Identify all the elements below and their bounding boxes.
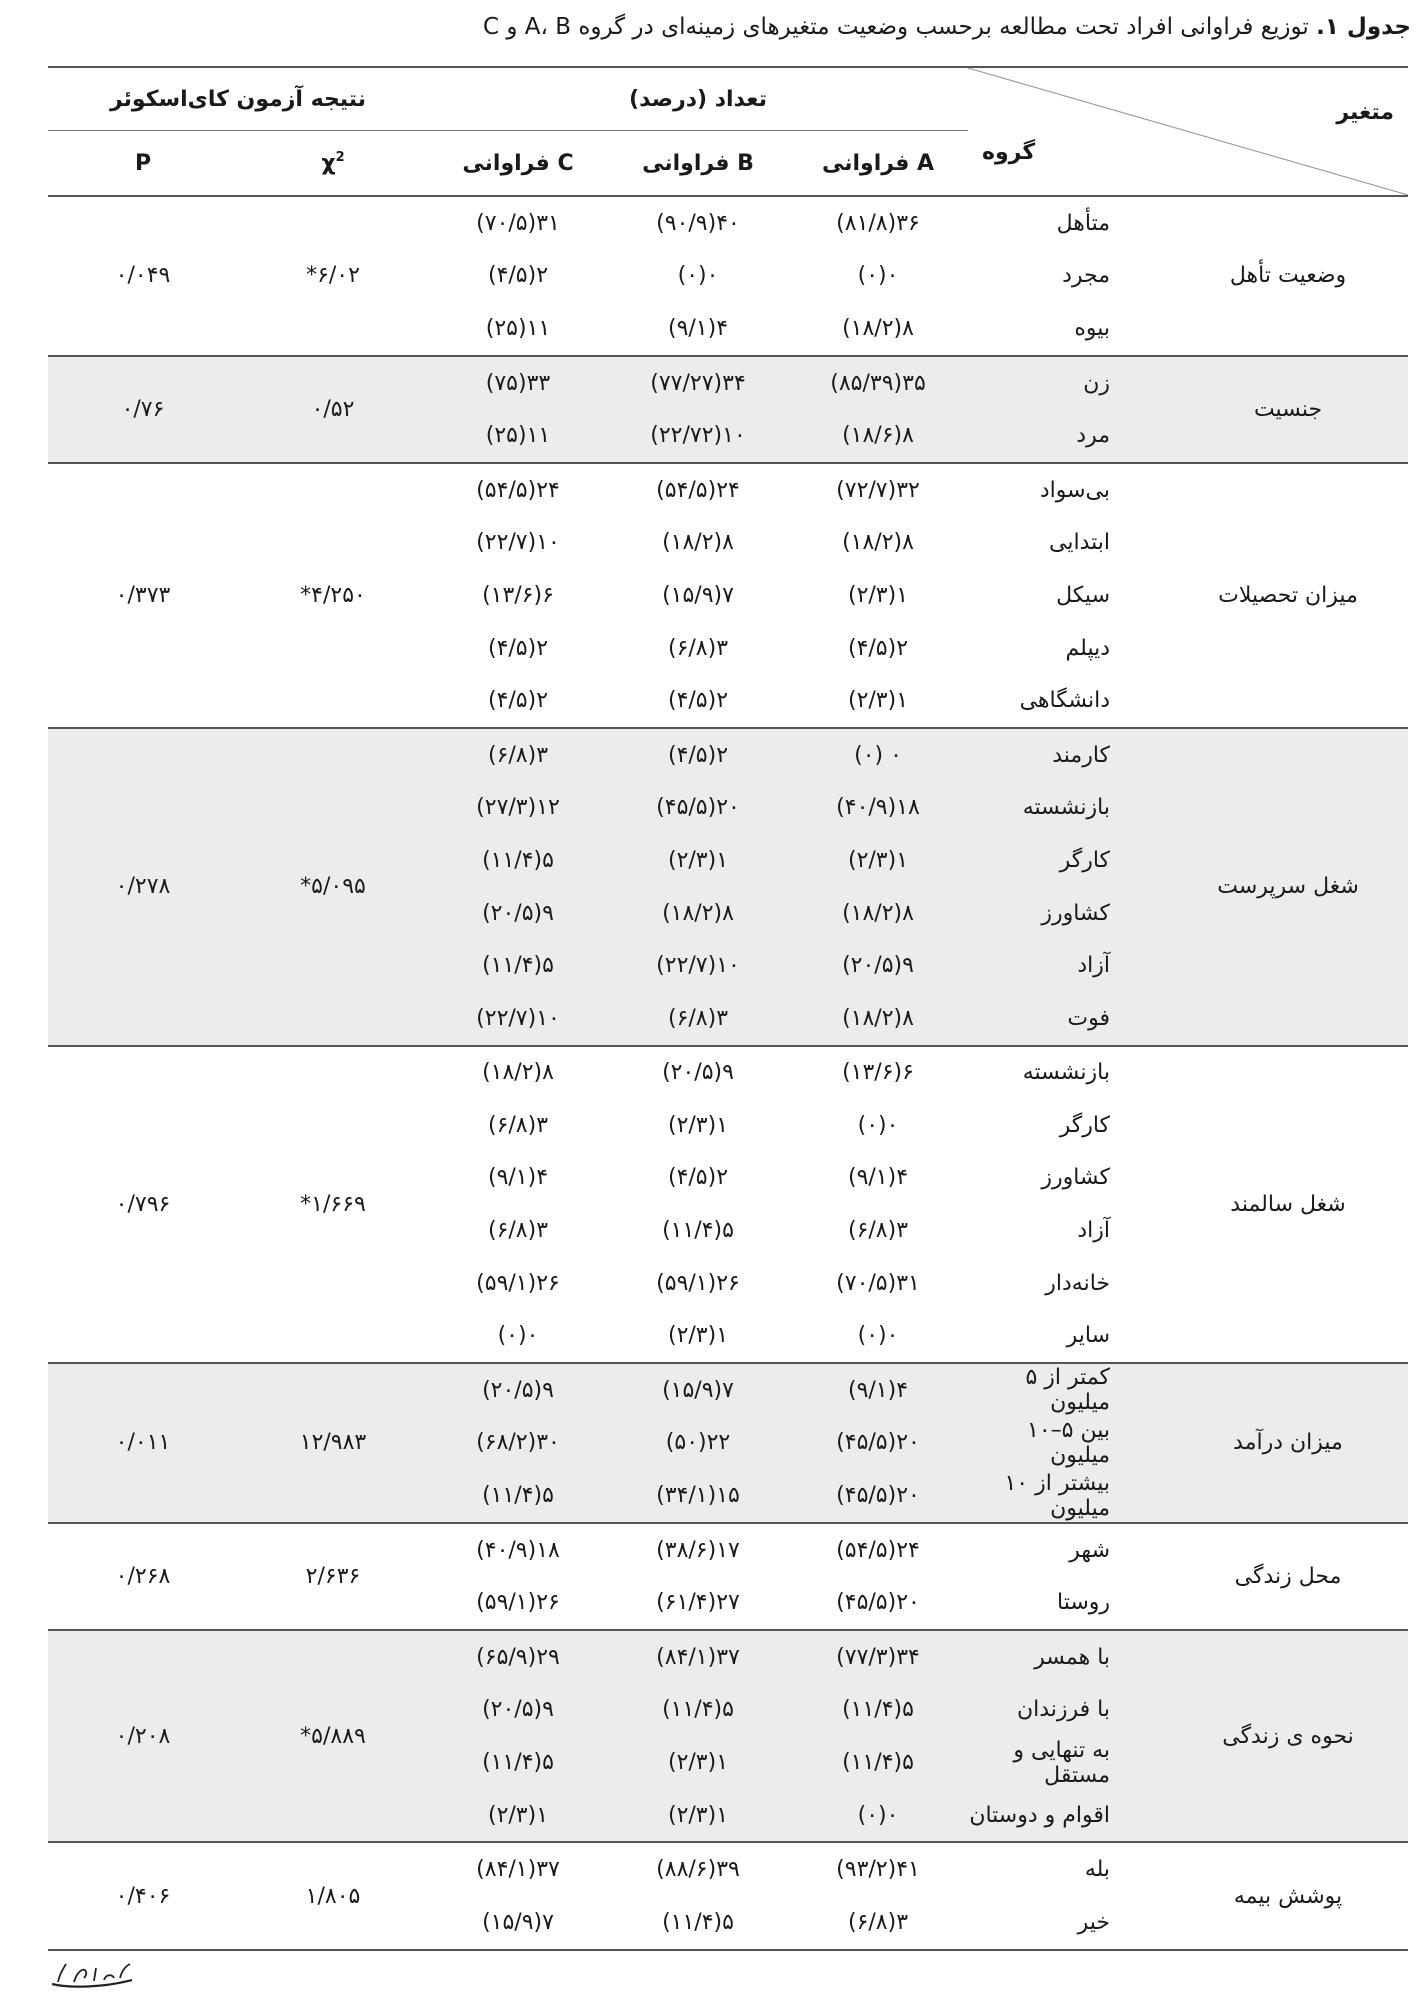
p-value-cell: ۰/۴۰۶: [115, 1883, 171, 1909]
freq-a-cell: ۸(۱۸/۶): [788, 409, 968, 463]
freq-a-cell: ۰(۰): [857, 1112, 899, 1138]
category-cell: شهر: [1069, 1537, 1111, 1563]
variable-name-cell: شغل سرپرست: [1168, 728, 1408, 1046]
category-cell: آزاد: [1077, 1218, 1111, 1244]
chi2-value-cell: ۲/۶۳۶: [305, 1563, 361, 1589]
freq-a-cell: ۲۴(۵۴/۵): [836, 1537, 920, 1563]
freq-c-cell: ۹(۲۰/۵): [428, 1363, 608, 1417]
category-cell: بیشتر از ۱۰ میلیون: [968, 1469, 1168, 1523]
table-row: [48, 1363, 1408, 1417]
category-cell: روستا: [1056, 1590, 1111, 1616]
category-cell: بازنشسته: [968, 782, 1168, 835]
freq-c-cell: ۲۶(۵۹/۱): [476, 1270, 560, 1296]
freq-b-cell: ۱(۲/۳): [667, 1323, 729, 1349]
chi2-value-cell: ۵/۸۸۹*: [238, 1630, 428, 1842]
freq-a-cell: ۳۵(۸۵/۳۹): [788, 356, 968, 410]
freq-b-cell: ۱(۲/۳): [608, 1736, 788, 1789]
variable-group: [48, 463, 1408, 728]
category-cell: کمتر از ۵ میلیون: [968, 1363, 1168, 1417]
caption-label: جدول ۱.: [1316, 14, 1411, 40]
p-value-cell: ۰/۰۱۱: [48, 1363, 238, 1523]
freq-c-cell: ۱۰(۲۲/۷): [428, 992, 608, 1046]
variable-name-cell: وضعیت تأهل: [1229, 263, 1347, 289]
freq-a-cell: ۰(۰): [857, 263, 899, 289]
freq-a-cell: ۶(۱۳/۶): [842, 1060, 914, 1086]
freq-a-cell: ۸(۱۸/۲): [788, 887, 968, 940]
freq-a-cell: ۳۴(۷۷/۳): [788, 1630, 968, 1684]
category-cell: فوت: [968, 992, 1168, 1046]
freq-a-cell: ۳۲(۷۲/۷): [836, 477, 920, 503]
category-cell: بیوه: [1074, 315, 1111, 341]
freq-a-cell: ۲۰(۴۵/۵): [788, 1417, 968, 1470]
freq-c-cell: ۵(۱۱/۴): [428, 939, 608, 992]
freq-a-cell: ۲۰(۴۵/۵): [788, 1469, 968, 1523]
category-cell: آزاد: [968, 939, 1168, 992]
freq-c-cell: ۳(۶/۸): [487, 1112, 549, 1138]
category-cell: کارگر: [1059, 1112, 1111, 1138]
header-chi2: [238, 131, 428, 197]
category-cell: به تنهایی و مستقل: [968, 1736, 1168, 1789]
variable-group: [48, 1842, 1408, 1949]
freq-c-cell: ۳۰(۶۸/۲): [428, 1417, 608, 1470]
chi2-value-cell: ۱/۸۰۵: [305, 1883, 361, 1909]
category-cell: ابتدایی: [1049, 530, 1111, 556]
freq-c-cell: ۵(۱۱/۴): [428, 1469, 608, 1523]
freq-c-cell: ۱۸(۴۰/۹): [476, 1537, 560, 1563]
category-cell: خانه‌دار: [1045, 1270, 1111, 1296]
table-row: [48, 196, 1408, 250]
p-value-cell: ۰/۰۴۹: [115, 263, 171, 289]
chi2-symbol: χ: [321, 151, 336, 176]
variable-name-cell: جنسیت: [1168, 356, 1408, 463]
caption-text: توزیع فراوانی افراد تحت مطالعه برحسب وضعیت متغیرهای زمینه‌ای در گروه A، B و C: [482, 14, 1309, 40]
variable-group: [48, 1046, 1408, 1364]
freq-a-cell: ۰(۰): [857, 1323, 899, 1349]
freq-c-cell: ۲۴(۵۴/۵): [476, 477, 560, 503]
freq-c-cell: ۱۰(۲۲/۷): [476, 530, 560, 556]
category-cell: متأهل: [1056, 210, 1111, 236]
category-cell: دیپلم: [1065, 635, 1111, 661]
category-cell: با همسر: [968, 1630, 1168, 1684]
freq-a-cell: ۰(۰): [788, 1789, 968, 1843]
category-cell: کشاورز: [968, 887, 1168, 940]
freq-b-cell: ۱۷(۳۸/۶): [656, 1537, 740, 1563]
table-row: [48, 728, 1408, 782]
freq-b-cell: ۵(۱۱/۴): [662, 1218, 734, 1244]
freq-c-cell: ۸(۱۸/۲): [482, 1060, 554, 1086]
category-cell: سیکل: [1056, 582, 1111, 608]
freq-b-cell: ۳۴(۷۷/۲۷): [608, 356, 788, 410]
freq-b-cell: ۲۴(۵۴/۵): [656, 477, 740, 503]
freq-c-cell: ۱۲(۲۷/۳): [428, 782, 608, 835]
freq-a-cell: ۹(۲۰/۵): [788, 939, 968, 992]
freq-b-cell: ۷(۱۵/۹): [608, 1363, 788, 1417]
freq-b-cell: ۴(۹/۱): [667, 315, 729, 341]
header-freq-a: A فراوانی: [788, 131, 968, 197]
logo-calligraphy-icon: [48, 1958, 138, 1992]
table-row: [48, 1523, 1408, 1577]
category-cell: کشاورز: [1041, 1165, 1111, 1191]
freq-c-cell: ۷(۱۵/۹): [482, 1909, 554, 1935]
category-cell: بله: [1084, 1857, 1111, 1883]
freq-a-cell: ۳۱(۷۰/۵): [836, 1270, 920, 1296]
freq-b-cell: ۲(۴/۵): [667, 1165, 729, 1191]
freq-a-cell: ۳(۶/۸): [847, 1909, 909, 1935]
freq-a-cell: ۵(۱۱/۴): [788, 1736, 968, 1789]
freq-b-cell: ۱۵(۳۴/۱): [608, 1469, 788, 1523]
header-group: گروه: [982, 140, 1036, 165]
freq-b-cell: ۲۶(۵۹/۱): [656, 1270, 740, 1296]
freq-a-cell: ۸(۱۸/۲): [788, 992, 968, 1046]
variable-name-cell: میزان درآمد: [1168, 1363, 1408, 1523]
p-value-cell: ۰/۲۶۸: [115, 1563, 171, 1589]
header-freq-b: B فراوانی: [608, 131, 788, 197]
freq-b-cell: ۳۷(۸۴/۱): [608, 1630, 788, 1684]
p-value-cell: ۰/۷۶: [48, 356, 238, 463]
variable-group: [48, 1523, 1408, 1630]
variable-group: [48, 728, 1408, 1046]
freq-c-cell: ۳۱(۷۰/۵): [476, 210, 560, 236]
freq-b-cell: ۸(۱۸/۲): [608, 887, 788, 940]
freq-c-cell: ۲۹(۶۵/۹): [428, 1630, 608, 1684]
table-row: [48, 463, 1408, 517]
freq-c-cell: ۳۳(۷۵): [428, 356, 608, 410]
table-row: [48, 356, 1408, 410]
freq-b-cell: ۰(۰): [677, 263, 719, 289]
freq-c-cell: ۹(۲۰/۵): [428, 1684, 608, 1737]
freq-b-cell: ۸(۱۸/۲): [662, 530, 734, 556]
freq-a-cell: ۵(۱۱/۴): [788, 1684, 968, 1737]
chi2-value-cell: ۰/۵۲: [238, 356, 428, 463]
chi2-value-cell: ۵/۰۹۵*: [238, 728, 428, 1046]
freq-a-cell: ۱(۲/۳): [788, 834, 968, 887]
freq-c-cell: ۳۷(۸۴/۱): [476, 1857, 560, 1883]
variable-name-cell: پوشش بیمه: [1233, 1883, 1343, 1909]
freq-c-cell: ۳(۶/۸): [428, 728, 608, 782]
variable-name-cell: میزان تحصیلات: [1218, 582, 1358, 608]
freq-c-cell: ۲(۴/۵): [487, 688, 549, 714]
freq-c-cell: ۴(۹/۱): [487, 1165, 549, 1191]
freq-b-cell: ۲(۴/۵): [608, 728, 788, 782]
category-cell: مجرد: [1062, 263, 1111, 289]
variable-group: [48, 356, 1408, 463]
freq-b-cell: ۱(۲/۳): [608, 1789, 788, 1843]
category-cell: کارمند: [968, 728, 1168, 782]
header-variable: متغیر: [1336, 100, 1395, 125]
category-cell: بازنشسته: [1022, 1060, 1111, 1086]
category-cell: دانشگاهی: [1019, 688, 1111, 714]
freq-a-cell: ۳(۶/۸): [847, 1218, 909, 1244]
p-value-cell: ۰/۲۰۸: [48, 1630, 238, 1842]
freq-c-cell: ۹(۲۰/۵): [428, 887, 608, 940]
corner-header-cell: [968, 67, 1408, 196]
freq-c-cell: ۲(۴/۵): [487, 635, 549, 661]
variable-group: [48, 196, 1408, 356]
freq-b-cell: ۱(۲/۳): [667, 1112, 729, 1138]
category-cell: زن: [968, 356, 1168, 410]
category-cell: سایر: [1066, 1323, 1111, 1349]
freq-c-cell: ۱۱(۲۵): [485, 315, 551, 341]
chi2-value-cell: ۱/۶۶۹*: [300, 1191, 366, 1217]
table-caption: [16, 10, 1411, 44]
header-chi-square-result: نتیجه آزمون کای‌اسکوئر: [48, 67, 428, 131]
freq-b-cell: ۲۲(۵۰): [608, 1417, 788, 1470]
freq-c-cell: ۲(۴/۵): [487, 263, 549, 289]
freq-c-cell: ۰(۰): [497, 1323, 539, 1349]
table-row: [48, 1046, 1408, 1100]
freq-b-cell: ۵(۱۱/۴): [608, 1684, 788, 1737]
chi2-superscript: 2: [335, 150, 345, 165]
freq-a-cell: ۲۰(۴۵/۵): [836, 1590, 920, 1616]
freq-b-cell: ۷(۱۵/۹): [662, 582, 734, 608]
p-value-cell: ۰/۲۷۸: [48, 728, 238, 1046]
table-header: [48, 67, 1408, 196]
freq-b-cell: ۳(۶/۸): [608, 992, 788, 1046]
freq-b-cell: ۲۷(۶۱/۴): [656, 1590, 740, 1616]
freq-b-cell: ۱۰(۲۲/۷): [608, 939, 788, 992]
freq-b-cell: ۳۹(۸۸/۶): [656, 1857, 740, 1883]
category-cell: اقوام و دوستان: [968, 1789, 1168, 1843]
freq-a-cell: ۰ (۰): [788, 728, 968, 782]
freq-c-cell: ۱(۲/۳): [428, 1789, 608, 1843]
category-cell: بین ۵–۱۰ میلیون: [968, 1417, 1168, 1470]
freq-a-cell: ۱۸(۴۰/۹): [788, 782, 968, 835]
variable-group: [48, 1363, 1408, 1523]
freq-a-cell: ۸(۱۸/۲): [842, 530, 914, 556]
freq-a-cell: ۴۱(۹۳/۲): [836, 1857, 920, 1883]
freq-b-cell: ۹(۲۰/۵): [662, 1060, 734, 1086]
p-value-cell: ۰/۷۹۶: [115, 1191, 171, 1217]
p-value-cell: ۰/۳۷۳: [115, 582, 171, 608]
freq-b-cell: ۱۰(۲۲/۷۲): [608, 409, 788, 463]
chi2-value-cell: ۱۲/۹۸۳: [238, 1363, 428, 1523]
freq-b-cell: ۴۰(۹۰/۹): [656, 210, 740, 236]
freq-b-cell: ۲(۴/۵): [667, 688, 729, 714]
freq-a-cell: ۱(۲/۳): [847, 688, 909, 714]
header-p: P: [48, 131, 238, 197]
category-cell: بی‌سواد: [1039, 477, 1111, 503]
header-count-percent: تعداد (درصد): [428, 67, 968, 131]
freq-c-cell: ۵(۱۱/۴): [428, 1736, 608, 1789]
variable-group: [48, 1630, 1408, 1842]
freq-c-cell: ۲۶(۵۹/۱): [476, 1590, 560, 1616]
chi2-value-cell: ۴/۲۵۰*: [300, 582, 366, 608]
freq-b-cell: ۵(۱۱/۴): [662, 1909, 734, 1935]
journal-logo: [48, 1958, 138, 1992]
header-freq-c: C فراوانی: [428, 131, 608, 197]
freq-c-cell: ۱۱(۲۵): [428, 409, 608, 463]
freq-a-cell: ۲(۴/۵): [847, 635, 909, 661]
category-cell: با فرزندان: [968, 1684, 1168, 1737]
table-row: [48, 1630, 1408, 1684]
freq-b-cell: ۲۰(۴۵/۵): [608, 782, 788, 835]
category-cell: کارگر: [968, 834, 1168, 887]
table-row: [48, 1842, 1408, 1896]
freq-a-cell: ۳۶(۸۱/۸): [836, 210, 920, 236]
freq-a-cell: ۱(۲/۳): [847, 582, 909, 608]
freq-c-cell: ۳(۶/۸): [487, 1218, 549, 1244]
variable-name-cell: محل زندگی: [1234, 1563, 1342, 1589]
category-cell: مرد: [968, 409, 1168, 463]
variable-name-cell: نحوه ی زندگی: [1168, 1630, 1408, 1842]
freq-a-cell: ۴(۹/۱): [788, 1363, 968, 1417]
freq-c-cell: ۵(۱۱/۴): [428, 834, 608, 887]
freq-a-cell: ۴(۹/۱): [847, 1165, 909, 1191]
freq-b-cell: ۱(۲/۳): [608, 834, 788, 887]
freq-c-cell: ۶(۱۳/۶): [482, 582, 554, 608]
freq-a-cell: ۸(۱۸/۲): [842, 315, 914, 341]
variable-name-cell: شغل سالمند: [1230, 1191, 1346, 1217]
category-cell: خیر: [1077, 1909, 1111, 1935]
chi2-value-cell: ۶/۰۲*: [306, 263, 360, 289]
frequency-table: [48, 66, 1408, 1951]
freq-b-cell: ۳(۶/۸): [667, 635, 729, 661]
